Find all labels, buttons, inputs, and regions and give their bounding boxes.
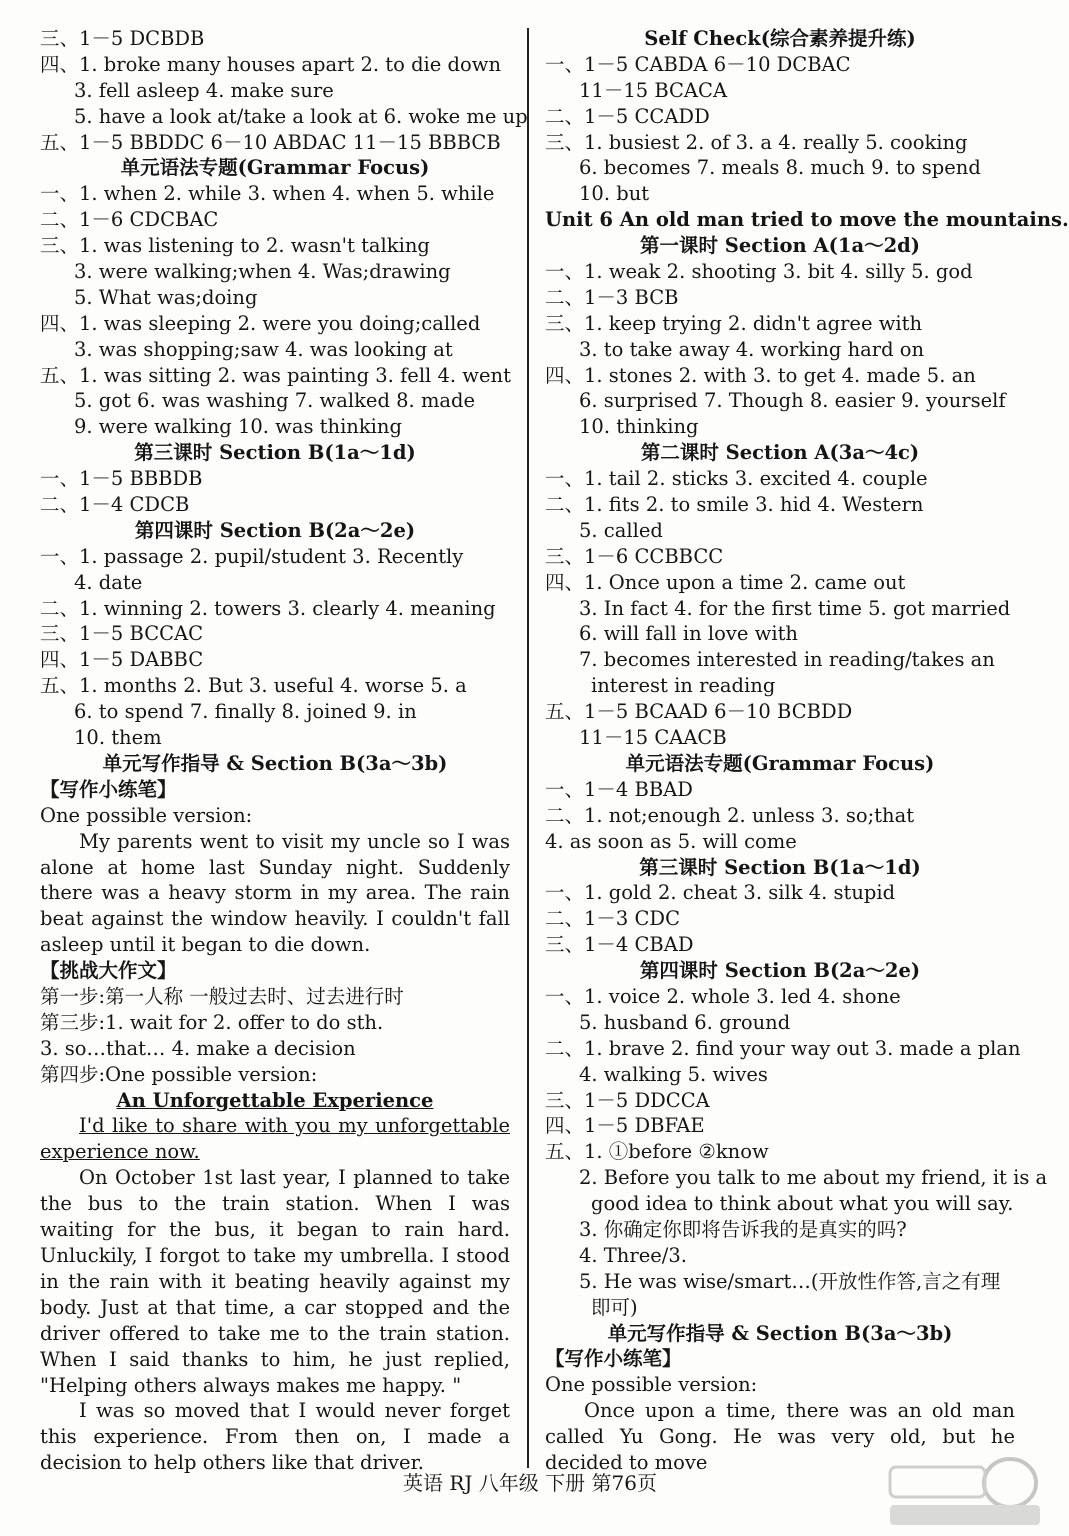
answer-line: 3. so…that… 4. make a decision (40, 1036, 356, 1060)
left-answer-lines (40, 26, 528, 829)
answer-line: 一、1. tail 2. sticks 3. excited 4. couple (545, 467, 928, 491)
section-heading: Unit 6 An old man tried to move the mountains. (545, 208, 1069, 232)
answer-line: 4. as soon as 5. will come (545, 829, 797, 853)
watermark-logo-icon (880, 1455, 1045, 1530)
left-writing-paragraph: My parents went to visit my uncle so I was alone at home last Sunday night. Suddenly there was a heavy storm in my area. The rain beat against the window heavily. I couldn't fall asleep until it began to die down. (40, 829, 510, 957)
answer-line: 3. to take away 4. working hard on (579, 337, 925, 361)
answer-line: 5. have a look at/take a look at 6. woke me up (74, 104, 528, 128)
answer-line: 五、1. months 2. But 3. useful 4. worse 5. a (40, 674, 467, 698)
left-challenge-lines (40, 958, 510, 1087)
right-writing-paragraph: Once upon a time, there was an old man called Yu Gong. He was very old, but he decided to move (545, 1399, 1015, 1475)
answer-line: 7. becomes interested in reading/takes an (579, 648, 995, 672)
section-heading: 第三课时 Section B(1a～1d) (134, 441, 416, 465)
section-heading: 单元语法专题(Grammar Focus) (120, 156, 430, 180)
answer-line: 四、1. was sleeping 2. were you doing;called (40, 311, 481, 335)
answer-line: 【挑战大作文】 (40, 959, 177, 983)
answer-line: 一、1. weak 2. shooting 3. bit 4. silly 5. god (545, 260, 973, 284)
answer-line: 二、1. fits 2. to smile 3. hid 4. Western (545, 493, 924, 517)
answer-line: 二、1. brave 2. find your way out 3. made a plan (545, 1036, 1021, 1060)
answer-line: 三、1. busiest 2. of 3. a 4. really 5. cooking (545, 130, 968, 154)
essay-title: An Unforgettable Experience (116, 1088, 434, 1112)
answer-line: One possible version: (40, 803, 253, 827)
answer-line: 四、1. broke many houses apart 2. to die down (40, 52, 502, 76)
answer-line: 11－15 CAACB (579, 726, 727, 750)
answer-line: 3. were walking;when 4. Was;drawing (74, 260, 451, 284)
answer-line: 一、1－4 BBAD (545, 777, 693, 801)
essay-paragraph-1: I'd like to share with you my unforgettable experience now. (40, 1114, 510, 1164)
answer-line: 一、1－5 CABDA 6－10 DCBAC (545, 52, 851, 76)
answer-line: 4. Three/3. (579, 1243, 687, 1267)
essay-paragraph-3: I was so moved that I would never forget this experience. From then on, I made a decision to help others like that driver. (40, 1399, 510, 1475)
section-heading: 第四课时 Section B(2a～2e) (639, 959, 921, 983)
answer-line: 四、1. stones 2. with 3. to get 4. made 5. an (545, 363, 976, 387)
answer-line: 三、1. keep trying 2. didn't agree with (545, 311, 923, 335)
answer-line: 三、1－5 BCCAC (40, 622, 204, 646)
answer-line: 二、1－6 CDCBAC (40, 208, 219, 232)
answer-line: 三、1－5 DCBDB (40, 27, 205, 50)
section-heading: 第三课时 Section B(1a～1d) (639, 855, 921, 879)
section-heading: 单元语法专题(Grammar Focus) (625, 751, 935, 775)
answer-line: 二、1－4 CDCB (40, 493, 190, 517)
left-column (40, 26, 528, 1476)
answer-line: good idea to think about what you will say. (591, 1192, 1014, 1216)
answer-line: 6. to spend 7. finally 8. joined 9. in (74, 700, 417, 724)
answer-line: 即可) (591, 1295, 638, 1319)
answer-line: 二、1－5 CCADD (545, 104, 710, 128)
answer-line: 5. got 6. was washing 7. walked 8. made (74, 389, 476, 413)
answer-line: 一、1. voice 2. whole 3. led 4. shone (545, 984, 901, 1008)
answer-line: 二、1－3 BCB (545, 285, 679, 309)
answer-line: 4. walking 5. wives (579, 1062, 768, 1086)
answer-line: 10. but (579, 182, 650, 206)
answer-line: 10. them (74, 726, 162, 750)
section-heading: 第一课时 Section A(1a～2d) (639, 234, 921, 258)
answer-line: 11－15 BCACA (579, 78, 728, 102)
answer-line: 二、1. winning 2. towers 3. clearly 4. meaning (40, 596, 496, 620)
answer-line: 三、1－5 DDCCA (545, 1088, 710, 1112)
answer-line: 五、1－5 BCAAD 6－10 BCBDD (545, 700, 853, 724)
answer-line: 5. called (579, 518, 663, 542)
answer-line: 一、1. when 2. while 3. when 4. when 5. while (40, 182, 495, 206)
column-divider (527, 28, 529, 1468)
answer-line: 第四步:One possible version: (40, 1062, 318, 1086)
answer-line: 二、1. not;enough 2. unless 3. so;that (545, 803, 915, 827)
answer-line: interest in reading (591, 674, 776, 698)
answer-line: 一、1. passage 2. pupil/student 3. Recently (40, 544, 464, 568)
answer-line: 四、1－5 DBFAE (545, 1114, 705, 1138)
answer-line: 三、1－6 CCBBCC (545, 544, 724, 568)
answer-line: 第三步:1. wait for 2. offer to do sth. (40, 1010, 384, 1034)
answer-line: 9. were walking 10. was thinking (74, 415, 402, 439)
answer-line: 6. surprised 7. Though 8. easier 9. yourself (579, 389, 1006, 413)
section-heading: 第二课时 Section A(3a～4c) (640, 441, 920, 465)
answer-line: 三、1. was listening to 2. wasn't talking (40, 234, 430, 258)
answer-line: 五、1. ①before ②know (545, 1140, 769, 1164)
answer-line: 【写作小练笔】 (545, 1347, 682, 1371)
answer-line: 第一步:第一人称 一般过去时、过去进行时 (40, 985, 404, 1009)
answer-line: 五、1－5 BBDDC 6－10 ABDAC 11－15 BBBCB (40, 130, 501, 154)
right-column (545, 26, 1069, 1476)
page-footer: 英语 RJ 八年级 下册 第76页 (403, 1471, 657, 1495)
answer-line: 【写作小练笔】 (40, 777, 177, 801)
answer-line: 4. date (74, 570, 143, 594)
answer-line: 6. will fall in love with (579, 622, 798, 646)
answer-line: 三、1－4 CBAD (545, 933, 694, 957)
essay-paragraph-2: On October 1st last year, I planned to take the bus to the train station. When I was waiting for the bus, it began to rain hard. Unluckily, I forgot to take my umbrella. I stood in the rain with it beating heavily against my body. Just at that time, a car stopped and the driver offered to take me to the train station. When I said thanks to him, he just replied, "Helping others always makes me happy. " (40, 1166, 510, 1397)
answer-line: 6. becomes 7. meals 8. much 9. to spend (579, 156, 981, 180)
answer-line: 2. Before you talk to me about my friend, it is a (579, 1166, 1048, 1190)
answer-line: 3. 你确定你即将告诉我的是真实的吗? (579, 1217, 907, 1241)
answer-line: 5. He was wise/smart…(开放性作答,言之有理 (579, 1269, 1001, 1293)
answer-line: 5. What was;doing (74, 285, 258, 309)
answer-line: 四、1－5 DABBC (40, 648, 204, 672)
answer-line: One possible version: (545, 1373, 758, 1397)
section-heading: 单元写作指导 & Section B(3a～3b) (102, 751, 448, 775)
answer-line: 5. husband 6. ground (579, 1010, 791, 1034)
answer-line: 四、1. Once upon a time 2. came out (545, 570, 906, 594)
answer-line: 二、1－3 CDC (545, 907, 680, 931)
section-heading: 第四课时 Section B(2a～2e) (134, 518, 416, 542)
answer-line: 3. was shopping;saw 4. was looking at (74, 337, 453, 361)
answer-line: 五、1. was sitting 2. was painting 3. fell 4. went (40, 363, 511, 387)
answer-line: 10. thinking (579, 415, 699, 439)
answer-line: 一、1. gold 2. cheat 3. silk 4. stupid (545, 881, 896, 905)
answer-line: 3. fell asleep 4. make sure (74, 78, 334, 102)
section-heading: Self Check(综合素养提升练) (644, 27, 916, 50)
right-answer-lines (545, 26, 1069, 1398)
answer-line: 一、1－5 BBBDB (40, 467, 203, 491)
answer-line: 3. In fact 4. for the first time 5. got married (579, 596, 1011, 620)
section-heading: 单元写作指导 & Section B(3a～3b) (607, 1321, 953, 1345)
